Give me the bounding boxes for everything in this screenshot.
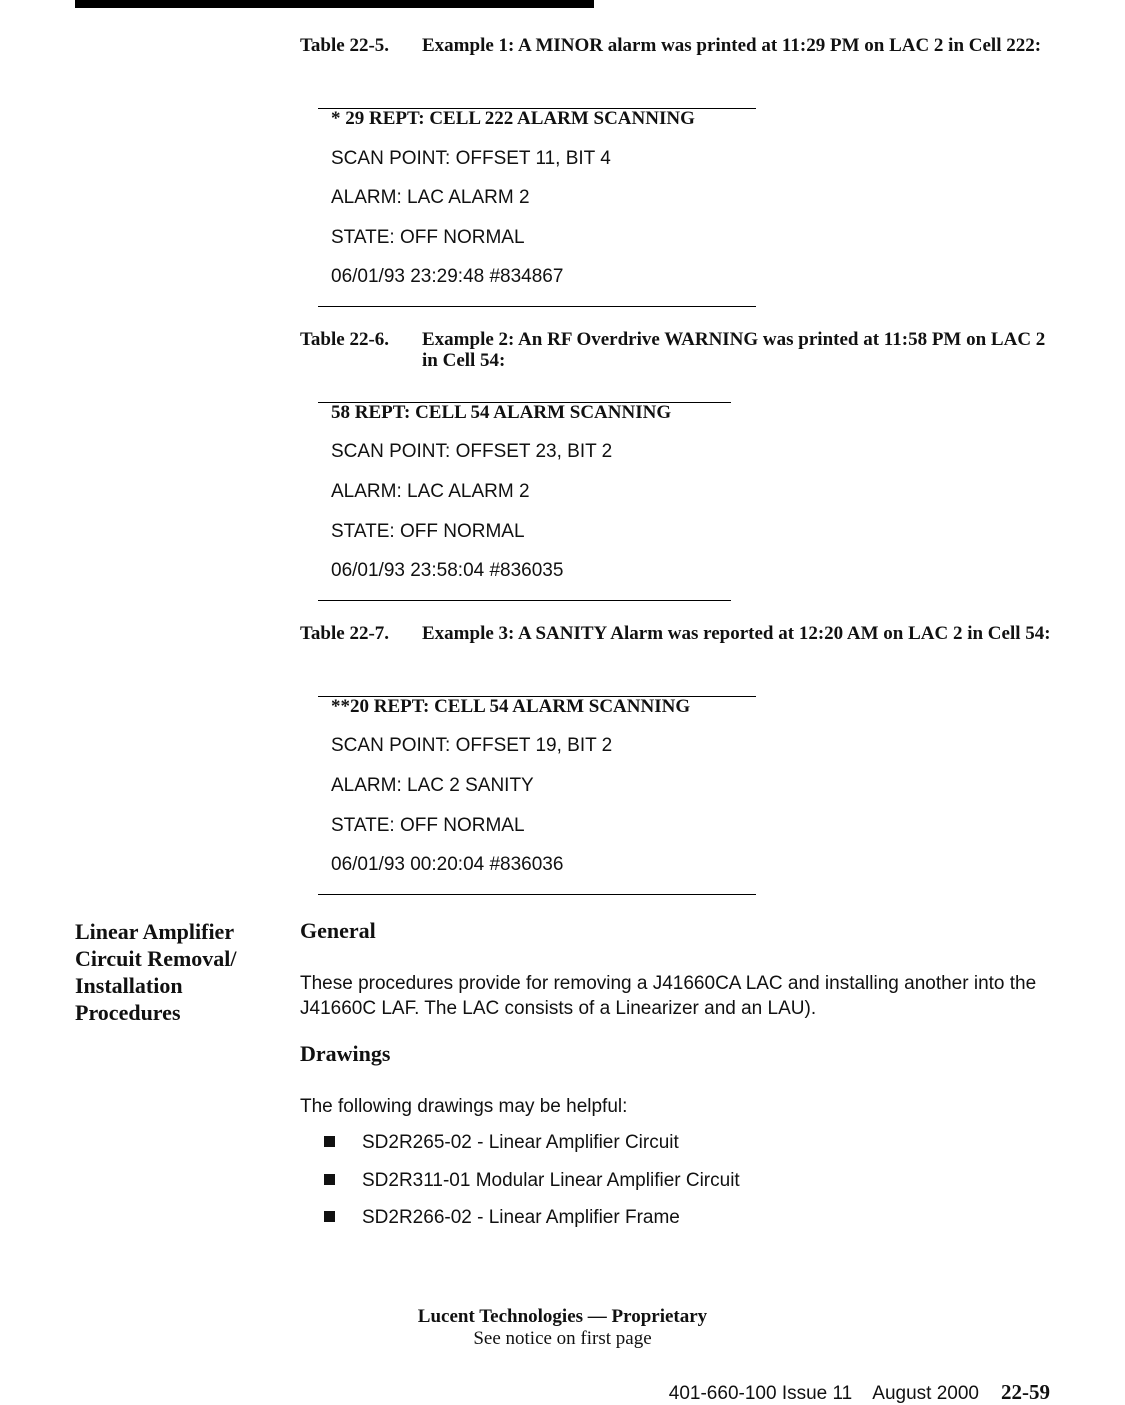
- table-number: Table 22-5.: [300, 35, 390, 56]
- footer-notice: See notice on first page: [473, 1328, 652, 1349]
- table-number: Table 22-7.: [300, 623, 390, 644]
- section-side-heading: Linear Amplifier Circuit Removal/ Installation Procedures: [75, 919, 237, 1025]
- table-bottom-rule: [318, 600, 731, 601]
- table-caption-text: Example 1: A MINOR alarm was printed at 11:29 PM on LAC 2 in Cell 222:: [422, 35, 1042, 56]
- report-header: 58 REPT: CELL 54 ALARM SCANNING: [331, 402, 672, 423]
- table-caption-text: Example 3: A SANITY Alarm was reported at 12:20 AM on LAC 2 in Cell 54:: [422, 623, 1051, 644]
- report-line: 06/01/93 23:29:48 #834867: [331, 266, 564, 287]
- report-line: STATE: OFF NORMAL: [331, 521, 525, 542]
- table-caption: [300, 329, 1060, 371]
- report-line: STATE: OFF NORMAL: [331, 227, 525, 248]
- drawings-intro: The following drawings may be helpful:: [300, 1096, 628, 1117]
- table-caption: [300, 35, 1060, 56]
- list-item: [324, 1170, 740, 1192]
- report-header: * 29 REPT: CELL 222 ALARM SCANNING: [331, 108, 695, 129]
- table-bottom-rule: [318, 894, 756, 895]
- document-id: 401-660-100 Issue 11 August 2000: [668, 1383, 979, 1404]
- top-rule: [75, 0, 594, 8]
- bullet-icon: [324, 1136, 335, 1147]
- general-paragraph: These procedures provide for removing a J41660CA LAC and installing another into the J41660C LAF. The LAC consists of a Linearizer and an LAU).: [300, 973, 1037, 1019]
- report-line: ALARM: LAC 2 SANITY: [331, 775, 534, 796]
- report-line: SCAN POINT: OFFSET 19, BIT 2: [331, 735, 613, 756]
- bullet-icon: [324, 1174, 335, 1185]
- page-footer-right: [669, 1380, 1050, 1405]
- bullet-icon: [324, 1211, 335, 1222]
- report-line: ALARM: LAC ALARM 2: [331, 187, 530, 208]
- general-heading: General: [300, 918, 376, 943]
- report-line: STATE: OFF NORMAL: [331, 815, 525, 836]
- table-caption: [300, 623, 1060, 644]
- drawings-heading: Drawings: [300, 1041, 391, 1066]
- list-item-text: SD2R265-02 - Linear Amplifier Circuit: [362, 1132, 679, 1153]
- list-item: [324, 1132, 679, 1154]
- page-number: 22-59: [1001, 1380, 1050, 1404]
- footer-company: Lucent Technologies — Proprietary: [417, 1306, 708, 1327]
- table-number: Table 22-6.: [300, 329, 390, 350]
- table-caption-text: Example 2: An RF Overdrive WARNING was printed at 11:58 PM on LAC 2 in Cell 54:: [422, 329, 1046, 371]
- report-line: SCAN POINT: OFFSET 11, BIT 4: [331, 148, 611, 169]
- list-item: [324, 1207, 680, 1229]
- report-header: **20 REPT: CELL 54 ALARM SCANNING: [331, 696, 691, 717]
- report-line: SCAN POINT: OFFSET 23, BIT 2: [331, 441, 613, 462]
- report-line: 06/01/93 00:20:04 #836036: [331, 854, 564, 875]
- list-item-text: SD2R311-01 Modular Linear Amplifier Circuit: [362, 1170, 740, 1191]
- list-item-text: SD2R266-02 - Linear Amplifier Frame: [362, 1207, 680, 1228]
- table-bottom-rule: [318, 306, 756, 307]
- report-line: ALARM: LAC ALARM 2: [331, 481, 530, 502]
- report-line: 06/01/93 23:58:04 #836035: [331, 560, 564, 581]
